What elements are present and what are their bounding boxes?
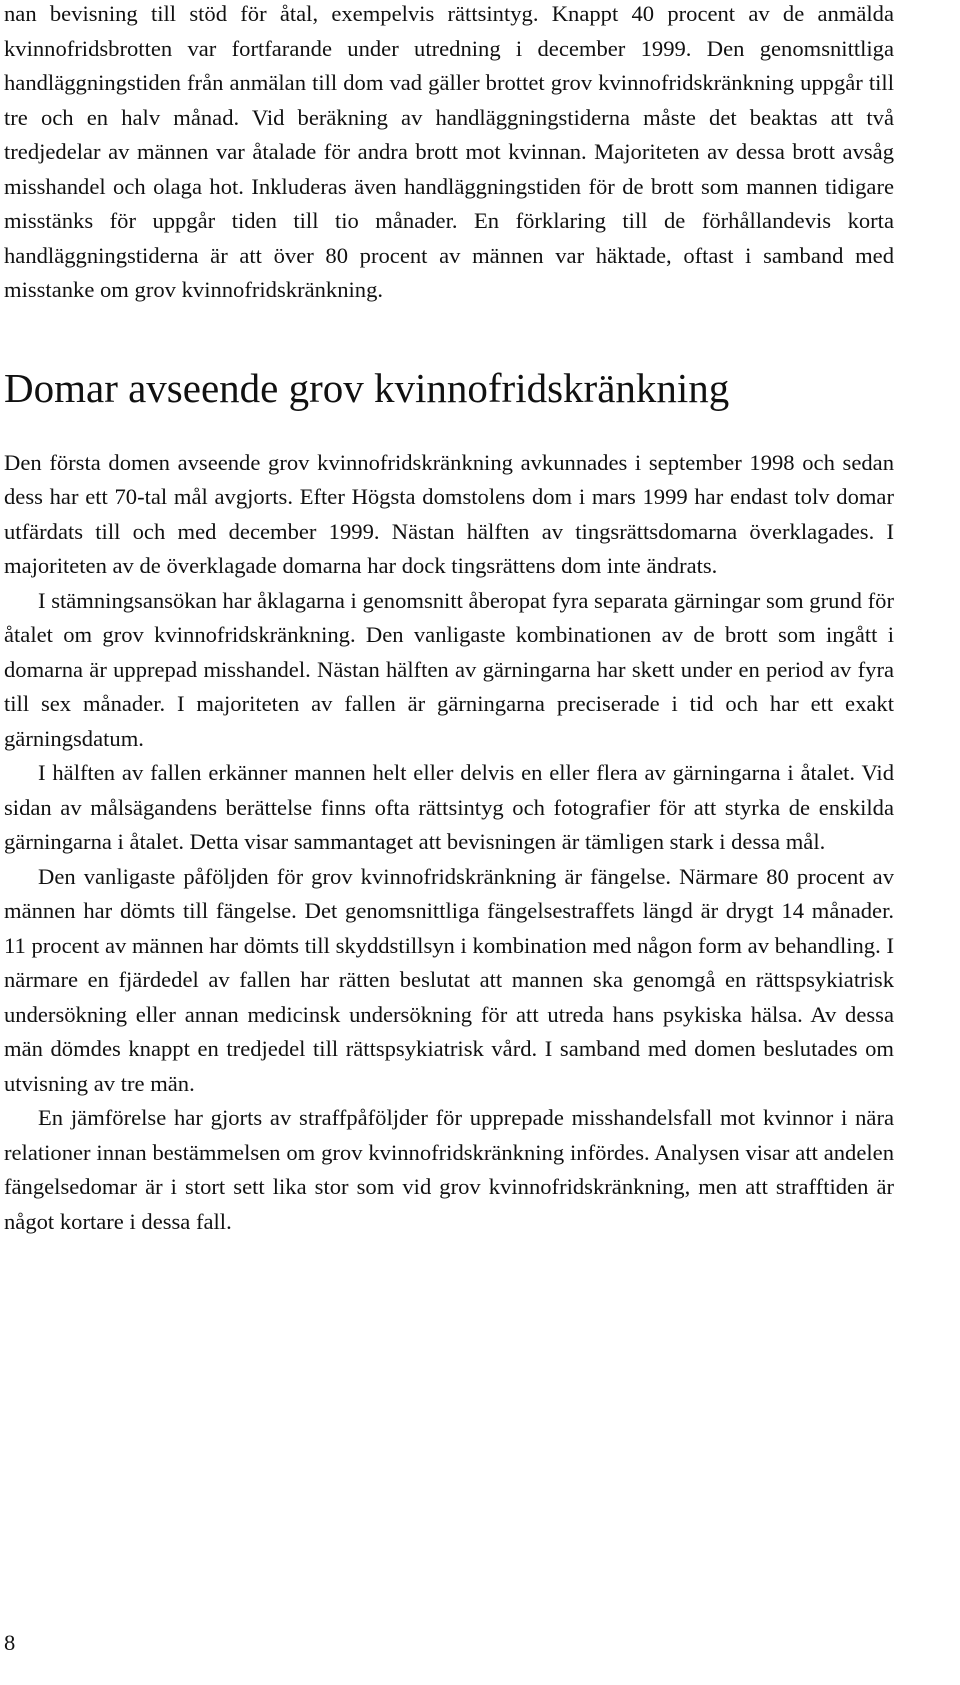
body-paragraph-4: Den vanligaste påföljden för grov kvinnofridskränkning är fängelse. Närmare 80 procent av männen har dömts till fängelse. Det genomsnittliga fängelsestraffets längd är drygt 14 månader. 11 procent av männen har dömts till skyddstillsyn i kombination med någon form av behandling. I närmare en fjärdedel av fallen har rätten beslutat att mannen ska genomgå en rättspsykiatrisk undersökning eller annan medicinsk undersökning för att utreda hans psykiska hälsa. Av dessa män dömdes knappt en tredjedel till rättspsykiatrisk vård. I samband med domen beslutades om utvisning av tre män. — [4, 863, 894, 1096]
page-number: 8 — [4, 1630, 16, 1655]
section-heading: Domar avseende grov kvinnofridskränkning — [4, 364, 730, 411]
document-page — [4, 0, 894, 1239]
body-paragraph-3: I hälften av fallen erkänner mannen helt eller delvis en eller flera av gärningarna i åtalet. Vid sidan av målsägandens berättelse finns ofta rättsintyg och fotografier för att styrka de enskilda gärningarna i åtalet. Detta visar sammantaget att bevisningen är tämligen stark i dessa mål. — [4, 760, 894, 854]
intro-paragraph: nan bevisning till stöd för åtal, exempelvis rättsintyg. Knappt 40 procent av de anmälda kvinnofridsbrotten var fortfarande under utredning i december 1999. Den genomsnittliga handläggningstiden från anmälan till dom vad gäller brottet grov kvinnofridskränkning uppgår till tre och en halv månad. Vid beräkning av handläggningstiderna måste det beaktas att två tredjedelar av männen var åtalade för andra brott mot kvinnan. Majoriteten av dessa brott avsåg misshandel och olaga hot. Inkluderas även handläggningstiden för de brott som mannen tidigare misstänks för uppgår tiden till tio månader. En förklaring till de förhållandevis korta handläggningstiderna är att över 80 procent av männen var häktade, oftast i samband med misstanke om grov kvinnofridskränkning. — [4, 1, 894, 302]
body-paragraph-5: En jämförelse har gjorts av straffpåföljder för upprepade misshandelsfall mot kvinnor i nära relationer innan bestämmelsen om grov kvinnofridskränkning infördes. Analysen visar att andelen fängelsedomar är i stort sett lika stor som vid grov kvinnofridskränkning, men att strafftiden är något kortare i dessa fall. — [4, 1105, 894, 1234]
body-paragraph-1: Den första domen avseende grov kvinnofridskränkning avkunnades i september 1998 och sedan dess har ett 70-tal mål avgjorts. Efter Högsta domstolens dom i mars 1999 har endast tolv domar utfärdats till och med december 1999. Nästan hälften av tingsrättsdomarna överklagades. I majoriteten av de överklagade domarna har dock tingsrättens dom inte ändrats. — [4, 449, 894, 578]
body-paragraph-2: I stämningsansökan har åklagarna i genomsnitt åberopat fyra separata gärningar som grund för åtalet om grov kvinnofridskränkning. Den vanligaste kombinationen av de brott som ingått i domarna är upprepad misshandel. Nästan hälften av gärningarna har skett under en period av fyra till sex månader. I majoriteten av fallen är gärningarna preciserade i tid och har ett exakt gärningsdatum. — [4, 587, 894, 751]
